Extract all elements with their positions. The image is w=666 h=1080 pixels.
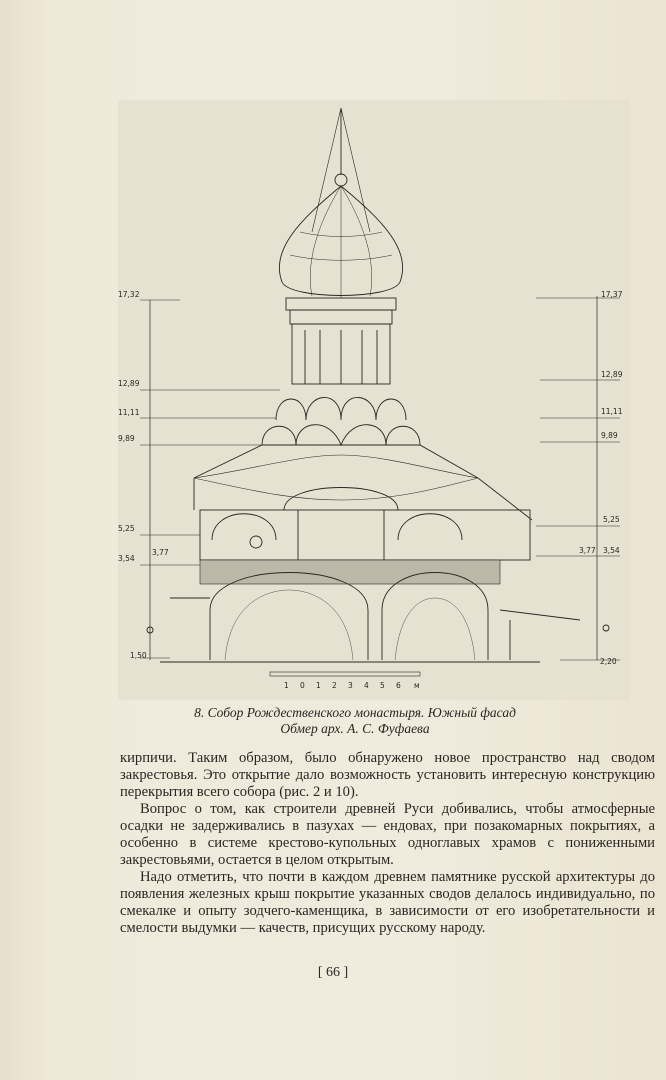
- level-left-4: 9,89: [118, 434, 135, 443]
- level-right-6: 3,54: [603, 546, 620, 555]
- paragraph-2: Вопрос о том, как строители древней Руси добивались, чтобы атмосферные осадки не задерживались в пазухах — ендовах, при позакомарных покрытиях, а особенно в системе крестово-купольных одноглавых храмов с пониженными закрестовьями, остается в целом открытым.: [120, 801, 655, 868]
- level-left-1: 17,32: [118, 290, 140, 299]
- plinth-hatch: [200, 560, 500, 584]
- scale-tick: 4: [364, 681, 369, 690]
- figure-credit: Обмер арх. А. С. Фуфаева: [280, 721, 430, 736]
- scale-bar: [270, 672, 420, 676]
- scale-tick: 5: [380, 681, 385, 690]
- body-text: [120, 750, 655, 937]
- roof-line: [194, 445, 478, 478]
- level-right-3: 11,11: [601, 407, 623, 416]
- scale-tick: 1: [284, 681, 289, 690]
- level-left-inner: 3,77: [152, 548, 169, 557]
- level-right-inner: 3,77: [579, 546, 596, 555]
- level-right-1: 17,37: [601, 290, 623, 299]
- scale-unit: м: [414, 681, 420, 690]
- level-left-3: 11,11: [118, 408, 140, 417]
- page-number: [ 66 ]: [317, 965, 349, 980]
- level-right-7: 2,20: [600, 657, 617, 666]
- figure-caption: 8. Собор Рождественского монастыря. Южный фасад: [194, 705, 516, 720]
- dome-ball: [335, 174, 347, 186]
- level-left-2: 12,89: [118, 379, 140, 388]
- level-left-7: 1,50: [130, 651, 147, 660]
- vault-left: [210, 573, 368, 661]
- vault-right: [382, 573, 488, 661]
- level-right-4: 9,89: [601, 431, 618, 440]
- level-right-5: 5,25: [603, 515, 620, 524]
- scale-tick: 1: [316, 681, 321, 690]
- kokoshnik-upper: [276, 397, 406, 420]
- level-right-2: 12,89: [601, 370, 623, 379]
- level-left-5: 5,25: [118, 524, 135, 533]
- kokoshnik-lower: [262, 425, 420, 445]
- paragraph-3: Надо отметить, что почти в каждом древнем памятнике русской архитектуры до появления железных крыш покрытие указанных сводов делалось индивидуально, по смекалке и опыту зодчего-каменщика, в зависимости от его изобретательности и смелости выдумки — качеств, присущих русскому народу.: [120, 869, 655, 936]
- scale-tick: 2: [332, 681, 337, 690]
- scale-tick: 3: [348, 681, 353, 690]
- scale-tick: 6: [396, 681, 401, 690]
- main-wall: [200, 510, 530, 560]
- level-left-6: 3,54: [118, 554, 135, 563]
- paragraph-1: кирпичи. Таким образом, было обнаружено новое пространство над сводом закрестовья. Это открытие дало возможность установить интересную конструкцию перекрытия всего собора (рис. 2 и 10).: [120, 750, 655, 800]
- scale-tick: 0: [300, 681, 305, 690]
